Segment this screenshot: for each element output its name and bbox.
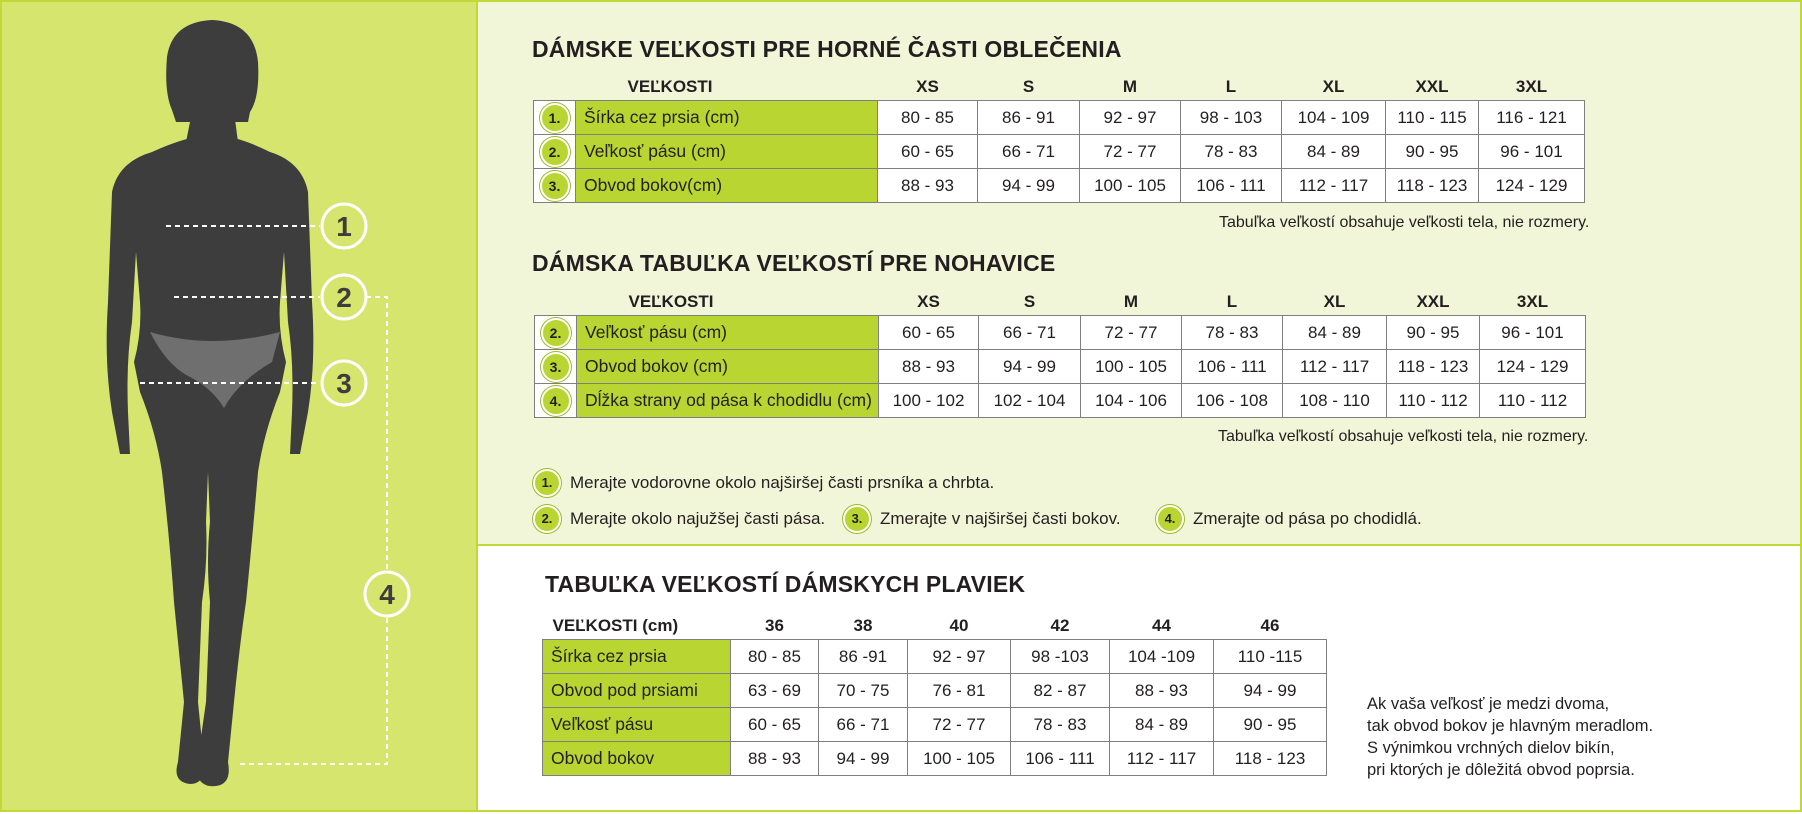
- table-cell: 124 - 129: [1480, 350, 1586, 384]
- row-label: Obvod bokov (cm): [577, 350, 879, 384]
- table-cell: 78 - 83: [1011, 708, 1110, 742]
- instruction-text: Zmerajte od pása po chodidlá.: [1193, 509, 1422, 528]
- table-cell: 76 - 81: [908, 674, 1011, 708]
- row-number-badge: 3.: [541, 352, 571, 382]
- table-cell: 66 - 71: [978, 135, 1080, 169]
- table-cell: 106 - 108: [1182, 384, 1283, 418]
- instruction-text: Merajte okolo najužšej časti pása.: [570, 509, 826, 528]
- table-cell: 84 - 89: [1282, 135, 1386, 169]
- table-row: [535, 384, 1586, 418]
- table-cell: 94 - 99: [979, 350, 1081, 384]
- pants-note: Tabuľka veľkostí obsahuje veľkosti tela, nie rozmery.: [1218, 428, 1589, 445]
- table-cell: 94 - 99: [978, 169, 1080, 203]
- row-label: Šírka cez prsia (cm): [576, 101, 878, 135]
- table-cell: 102 - 104: [979, 384, 1081, 418]
- table-cell: 98 - 103: [1181, 101, 1282, 135]
- instruction-badge: 2.: [533, 505, 561, 533]
- row-label: Veľkosť pásu: [543, 708, 731, 742]
- row-label: Veľkosť pásu (cm): [577, 316, 879, 350]
- row-number-badge: 2.: [540, 137, 570, 167]
- table-cell: 80 - 85: [731, 640, 819, 674]
- instruction-badge: 4.: [1156, 505, 1184, 533]
- table-cell: 112 - 117: [1110, 742, 1214, 776]
- table-cell: 78 - 83: [1182, 316, 1283, 350]
- tops-size-table: [533, 73, 1585, 203]
- row-number-badge: 3.: [540, 171, 570, 201]
- table-cell: 104 - 109: [1282, 101, 1386, 135]
- size-header: XS: [916, 76, 939, 96]
- size-header: L: [1225, 76, 1237, 96]
- table-cell: 106 - 111: [1182, 350, 1283, 384]
- row-number-badge: 1.: [540, 103, 570, 133]
- table-cell: 90 - 95: [1387, 316, 1480, 350]
- table-cell: 112 - 117: [1283, 350, 1387, 384]
- row-label: Obvod bokov(cm): [576, 169, 878, 203]
- table-cell: 88 - 93: [879, 350, 979, 384]
- instruction-4: [1156, 505, 1422, 533]
- table-cell: 116 - 121: [1479, 101, 1585, 135]
- table-cell: 90 - 95: [1386, 135, 1479, 169]
- table-cell: 112 - 117: [1282, 169, 1386, 203]
- instruction-2: [533, 505, 825, 533]
- table-cell: 118 - 123: [1214, 742, 1327, 776]
- table-cell: 80 - 85: [878, 101, 978, 135]
- table-cell: 88 - 93: [1110, 674, 1214, 708]
- table-cell: 96 - 101: [1480, 316, 1586, 350]
- size-header: M: [1123, 291, 1139, 311]
- instruction-text: Merajte vodorovne okolo najširšej časti prsníka a chrbta.: [570, 473, 995, 492]
- swim-note-line: Ak vaša veľkosť je medzi dvoma,: [1367, 695, 1610, 713]
- size-header: 38: [853, 615, 873, 635]
- table-cell: 100 - 102: [879, 384, 979, 418]
- table-cell: 108 - 110: [1283, 384, 1387, 418]
- row-label: Veľkosť pásu (cm): [576, 135, 878, 169]
- swim-note-line: pri ktorých je dôležitá obvod poprsia.: [1367, 761, 1635, 779]
- table-cell: 104 - 106: [1081, 384, 1182, 418]
- table-cell: 66 - 71: [979, 316, 1081, 350]
- pants-title: DÁMSKA TABUĽKA VEĽKOSTÍ PRE NOHAVICE: [532, 250, 1056, 276]
- table-cell: 110 -115: [1214, 640, 1327, 674]
- instruction-badge: 3.: [843, 505, 871, 533]
- table-row: [543, 674, 1327, 708]
- size-header: 42: [1050, 615, 1070, 635]
- pants-header-label: VEĽKOSTI: [628, 291, 714, 311]
- table-row: [543, 640, 1327, 674]
- instruction-text: Zmerajte v najširšej časti bokov.: [880, 509, 1121, 528]
- table-cell: 60 - 65: [879, 316, 979, 350]
- size-header: XXL: [1416, 291, 1450, 311]
- table-cell: 118 - 123: [1387, 350, 1480, 384]
- table-cell: 110 - 112: [1480, 384, 1586, 418]
- table-cell: 106 - 111: [1181, 169, 1282, 203]
- tops-title: DÁMSKE VEĽKOSTI PRE HORNÉ ČASTI OBLEČENIA: [532, 36, 1122, 62]
- measure-marker-3-label: 3: [336, 368, 352, 399]
- swim-header-row: [543, 612, 1327, 640]
- measure-marker-1-label: 1: [336, 211, 352, 242]
- instruction-badge: 1.: [533, 469, 561, 497]
- table-cell: 84 - 89: [1110, 708, 1214, 742]
- table-cell: 60 - 65: [878, 135, 978, 169]
- body-silhouette: [2, 2, 480, 814]
- swim-size-table: [542, 612, 1327, 776]
- swim-note-line: tak obvod bokov je hlavným meradlom.: [1367, 717, 1654, 735]
- measure-marker-4: [365, 572, 409, 616]
- size-header: XS: [917, 291, 940, 311]
- table-cell: 92 - 97: [908, 640, 1011, 674]
- table-cell: 84 - 89: [1283, 316, 1387, 350]
- table-cell: 104 -109: [1110, 640, 1214, 674]
- size-header: XL: [1322, 76, 1345, 96]
- tops-header-row: [534, 73, 1585, 101]
- table-cell: 118 - 123: [1386, 169, 1479, 203]
- instruction-3: [843, 505, 1121, 533]
- size-header: XXL: [1415, 76, 1449, 96]
- table-cell: 94 - 99: [819, 742, 908, 776]
- table-cell: 96 - 101: [1479, 135, 1585, 169]
- figure-panel: [0, 0, 478, 812]
- table-cell: 86 -91: [819, 640, 908, 674]
- row-number-badge: 2.: [541, 318, 571, 348]
- table-cell: 100 - 105: [1080, 169, 1181, 203]
- size-header: 3XL: [1515, 76, 1548, 96]
- row-label: Dĺžka strany od pása k chodidlu (cm): [577, 384, 879, 418]
- table-cell: 100 - 105: [1081, 350, 1182, 384]
- table-cell: 63 - 69: [731, 674, 819, 708]
- table-row: [534, 135, 1585, 169]
- size-header: XL: [1323, 291, 1346, 311]
- table-cell: 106 - 111: [1011, 742, 1110, 776]
- size-header: 3XL: [1516, 291, 1549, 311]
- pants-header-row: [535, 288, 1586, 316]
- tops-note: Tabuľka veľkostí obsahuje veľkosti tela, nie rozmery.: [1219, 214, 1590, 231]
- size-header: S: [1022, 76, 1035, 96]
- table-cell: 82 - 87: [1011, 674, 1110, 708]
- table-cell: 60 - 65: [731, 708, 819, 742]
- size-header: 40: [949, 615, 969, 635]
- size-header: L: [1226, 291, 1238, 311]
- swim-note: [1367, 693, 1653, 781]
- row-label: Obvod bokov: [543, 742, 731, 776]
- table-cell: 92 - 97: [1080, 101, 1181, 135]
- size-header: M: [1122, 76, 1138, 96]
- table-row: [535, 316, 1586, 350]
- table-cell: 70 - 75: [819, 674, 908, 708]
- swim-title: TABUĽKA VEĽKOSTÍ DÁMSKYCH PLAVIEK: [545, 571, 1026, 597]
- measure-marker-3: [322, 361, 366, 405]
- row-label: Šírka cez prsia: [543, 640, 731, 674]
- table-cell: 90 - 95: [1214, 708, 1327, 742]
- tops-header-label: VEĽKOSTI: [627, 76, 713, 96]
- swim-note-line: S výnimkou vrchných dielov bikín,: [1367, 739, 1615, 757]
- measure-marker-1: [322, 204, 366, 248]
- table-cell: 98 -103: [1011, 640, 1110, 674]
- table-cell: 78 - 83: [1181, 135, 1282, 169]
- table-row: [543, 708, 1327, 742]
- table-cell: 72 - 77: [908, 708, 1011, 742]
- table-row: [534, 169, 1585, 203]
- row-label: Obvod pod prsiami: [543, 674, 731, 708]
- table-cell: 86 - 91: [978, 101, 1080, 135]
- size-header: 36: [765, 615, 784, 635]
- table-cell: 88 - 93: [878, 169, 978, 203]
- size-header: S: [1023, 291, 1036, 311]
- measure-marker-2: [322, 275, 366, 319]
- table-cell: 66 - 71: [819, 708, 908, 742]
- table-cell: 100 - 105: [908, 742, 1011, 776]
- measure-marker-4-label: 4: [379, 579, 395, 610]
- row-number-badge: 4.: [541, 386, 571, 416]
- pants-size-table: [534, 288, 1586, 418]
- table-cell: 88 - 93: [731, 742, 819, 776]
- table-cell: 72 - 77: [1081, 316, 1182, 350]
- table-cell: 72 - 77: [1080, 135, 1181, 169]
- size-header: 46: [1260, 615, 1280, 635]
- size-header: 44: [1152, 615, 1171, 635]
- table-row: [534, 101, 1585, 135]
- table-cell: 94 - 99: [1214, 674, 1327, 708]
- table-cell: 110 - 112: [1387, 384, 1480, 418]
- table-cell: 110 - 115: [1386, 101, 1479, 135]
- swim-header-label: VEĽKOSTI (cm): [552, 615, 679, 635]
- measure-marker-2-label: 2: [336, 282, 352, 313]
- table-row: [543, 742, 1327, 776]
- instruction-1: [533, 469, 994, 497]
- table-cell: 124 - 129: [1479, 169, 1585, 203]
- table-row: [535, 350, 1586, 384]
